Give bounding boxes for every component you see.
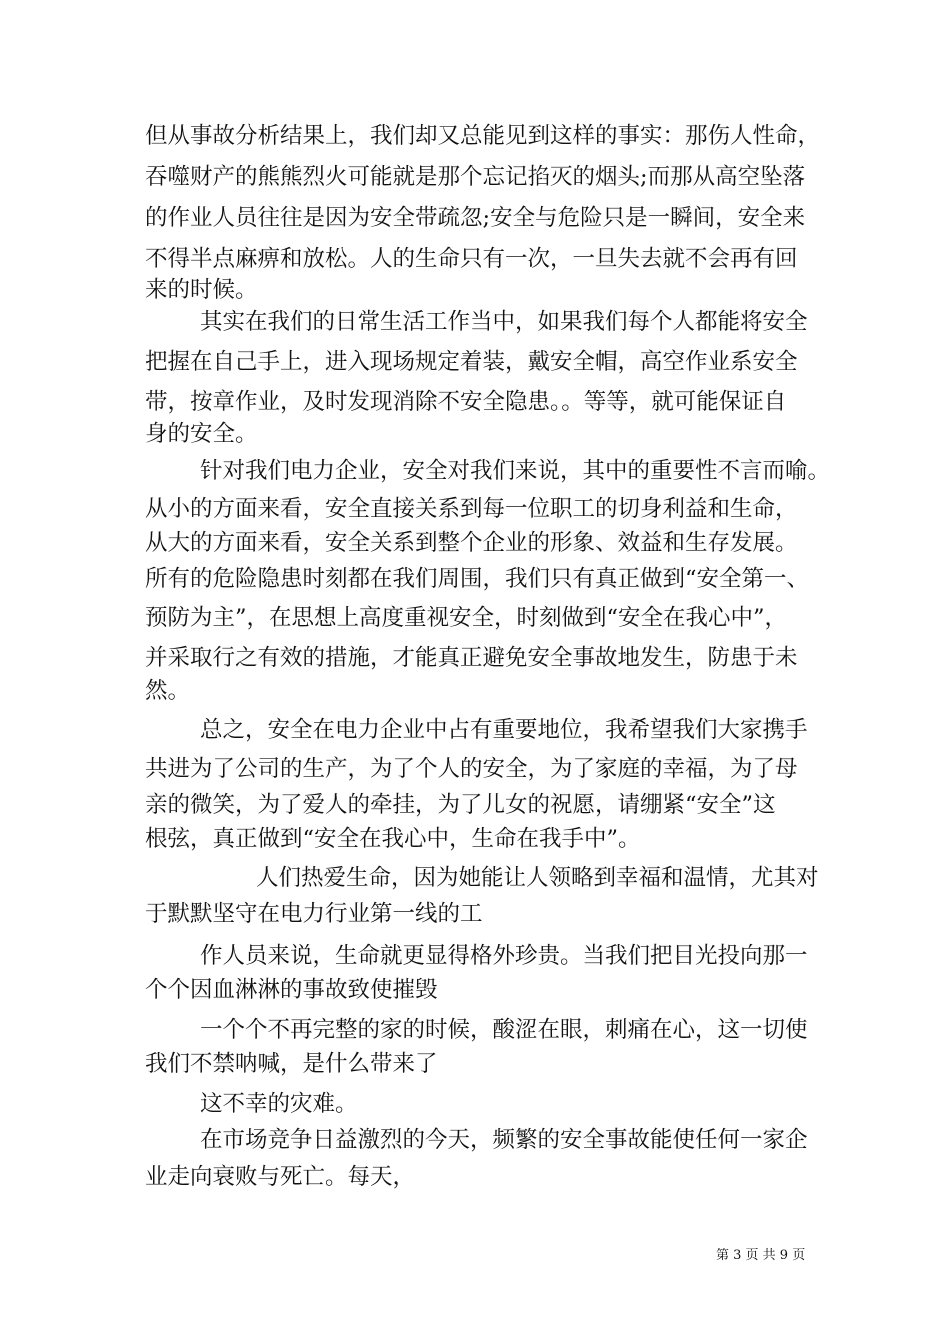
paragraph-line: 一个个不再完整的家的时候，酸涩在眼，刺痛在心，这一切使 <box>200 1017 808 1043</box>
paragraph-line: 并采取行之有效的措施，才能真正避免安全事故地发生，防患于未 <box>145 645 798 671</box>
paragraph-line: 针对我们电力企业，安全对我们来说，其中的重要性不言而喻。 <box>200 458 831 484</box>
paragraph-line: 的作业人员往往是因为安全带疏忽;安全与危险只是一瞬间，安全来 <box>145 205 806 231</box>
paragraph-line: 从小的方面来看，安全直接关系到每一位职工的切身利益和生命， <box>145 496 798 522</box>
paragraph-line: 带，按章作业，及时发现消除不安全隐患。。等等，就可能保证自 <box>145 389 787 415</box>
paragraph-line: 把握在自己手上，进入现场规定着装，戴安全帽，高空作业系安全 <box>145 349 798 375</box>
paragraph-line: 总之，安全在电力企业中占有重要地位，我希望我们大家携手 <box>200 717 808 743</box>
paragraph-line: 在市场竞争日益激烈的今天，频繁的安全事故能使任何一家企 <box>200 1127 808 1153</box>
paragraph-line: 身的安全。 <box>145 421 258 447</box>
page-number: 第 3 页 共 9 页 <box>716 1248 806 1263</box>
paragraph-line: 根弦，真正做到“安全在我心中，生命在我手中”。 <box>145 826 641 852</box>
paragraph-line: 业走向衰败与死亡。每天， <box>145 1164 416 1190</box>
paragraph-line: 我们不禁呐喊，是什么带来了 <box>145 1051 438 1077</box>
paragraph-line: 其实在我们的日常生活工作当中，如果我们每个人都能将安全 <box>200 309 808 335</box>
paragraph-line: 于默默坚守在电力行业第一线的工 <box>145 901 483 927</box>
paragraph-line: 吞噬财产的熊熊烈火可能就是那个忘记掐灭的烟头;而那从高空坠落 <box>145 164 806 190</box>
paragraph-line: 从大的方面来看，安全关系到整个企业的形象、效益和生存发展。 <box>145 530 798 556</box>
paragraph-line: 预防为主”，在思想上高度重视安全，时刻做到“安全在我心中”， <box>145 605 788 631</box>
paragraph-line: 来的时候。 <box>145 277 258 303</box>
paragraph-line: 个个因血淋淋的事故致使摧毁 <box>145 977 438 1003</box>
paragraph-line: 共进为了公司的生产，为了个人的安全，为了家庭的幸福，为了母 <box>145 756 798 782</box>
paragraph-line: 所有的危险隐患时刻都在我们周围，我们只有真正做到“安全第一、 <box>145 566 810 592</box>
paragraph-line: 然。 <box>145 678 191 704</box>
paragraph-line: 不得半点麻痹和放松。人的生命只有一次，一旦失去就不会再有回 <box>145 246 798 272</box>
paragraph-line: 作人员来说，生命就更显得格外珍贵。当我们把目光投向那一 <box>200 943 808 969</box>
paragraph-line: 人们热爱生命，因为她能让人领略到幸福和温情，尤其对 <box>256 865 819 891</box>
paragraph-line: 但从事故分析结果上，我们却又总能见到这样的事实：那伤人性命， <box>145 123 821 149</box>
paragraph-line: 亲的微笑，为了爱人的牵挂，为了儿女的祝愿，请绷紧“安全”这 <box>145 792 776 818</box>
paragraph-line: 这不幸的灾难。 <box>200 1091 358 1117</box>
